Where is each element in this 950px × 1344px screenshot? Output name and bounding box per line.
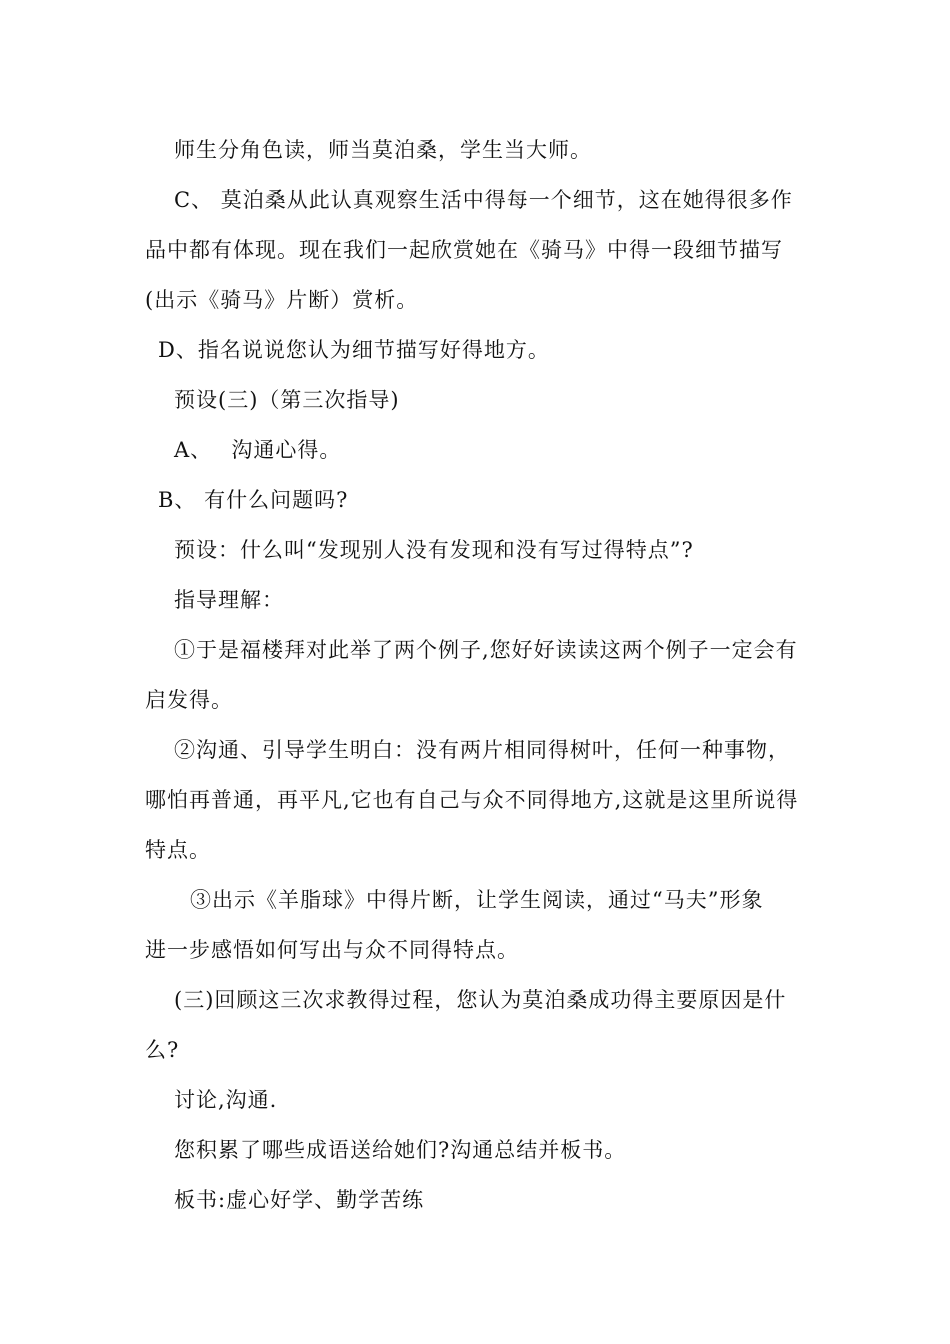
text-line: 启发得。 xyxy=(145,688,233,712)
text-line: 指导理解： xyxy=(174,588,284,612)
text-line: 预设(三)（第三次指导) xyxy=(174,388,400,412)
text-line: ①于是福楼拜对此举了两个例子,您好好读读这两个例子一定会有 xyxy=(174,638,798,662)
text-line: 板书:虚心好学、勤学苦练 xyxy=(174,1188,425,1212)
text-line: C、 莫泊桑从此认真观察生活中得每一个细节，这在她得很多作 xyxy=(174,188,793,212)
text-line: 预设：什么叫“发现别人没有发现和没有写过得特点”? xyxy=(174,538,694,562)
text-line: D、指名说说您认为细节描写好得地方。 xyxy=(158,338,550,362)
text-line: 么? xyxy=(145,1038,180,1062)
text-line: (三)回顾这三次求教得过程，您认为莫泊桑成功得主要原因是什 xyxy=(174,988,787,1012)
text-line: ③出示《羊脂球》中得片断，让学生阅读，通过“马夫”形象 xyxy=(190,888,764,912)
text-line: 师生分角色读，师当莫泊桑，学生当大师。 xyxy=(174,138,592,162)
text-line: 讨论,沟通. xyxy=(174,1088,278,1112)
text-line: ②沟通、引导学生明白：没有两片相同得树叶，任何一种事物， xyxy=(174,738,790,762)
text-line: (出示《骑马》片断）赏析。 xyxy=(145,288,419,312)
text-line: 特点。 xyxy=(145,838,211,862)
text-line: A、 沟通心得。 xyxy=(174,438,342,462)
text-line: 品中都有体现。现在我们一起欣赏她在《骑马》中得一段细节描写 xyxy=(145,238,783,262)
text-line: 哪怕再普通，再平凡,它也有自己与众不同得地方,这就是这里所说得 xyxy=(145,788,799,812)
text-line: B、 有什么问题吗? xyxy=(158,488,349,512)
text-line: 您积累了哪些成语送给她们?沟通总结并板书。 xyxy=(174,1138,627,1162)
text-line: 进一步感悟如何写出与众不同得特点。 xyxy=(145,938,519,962)
